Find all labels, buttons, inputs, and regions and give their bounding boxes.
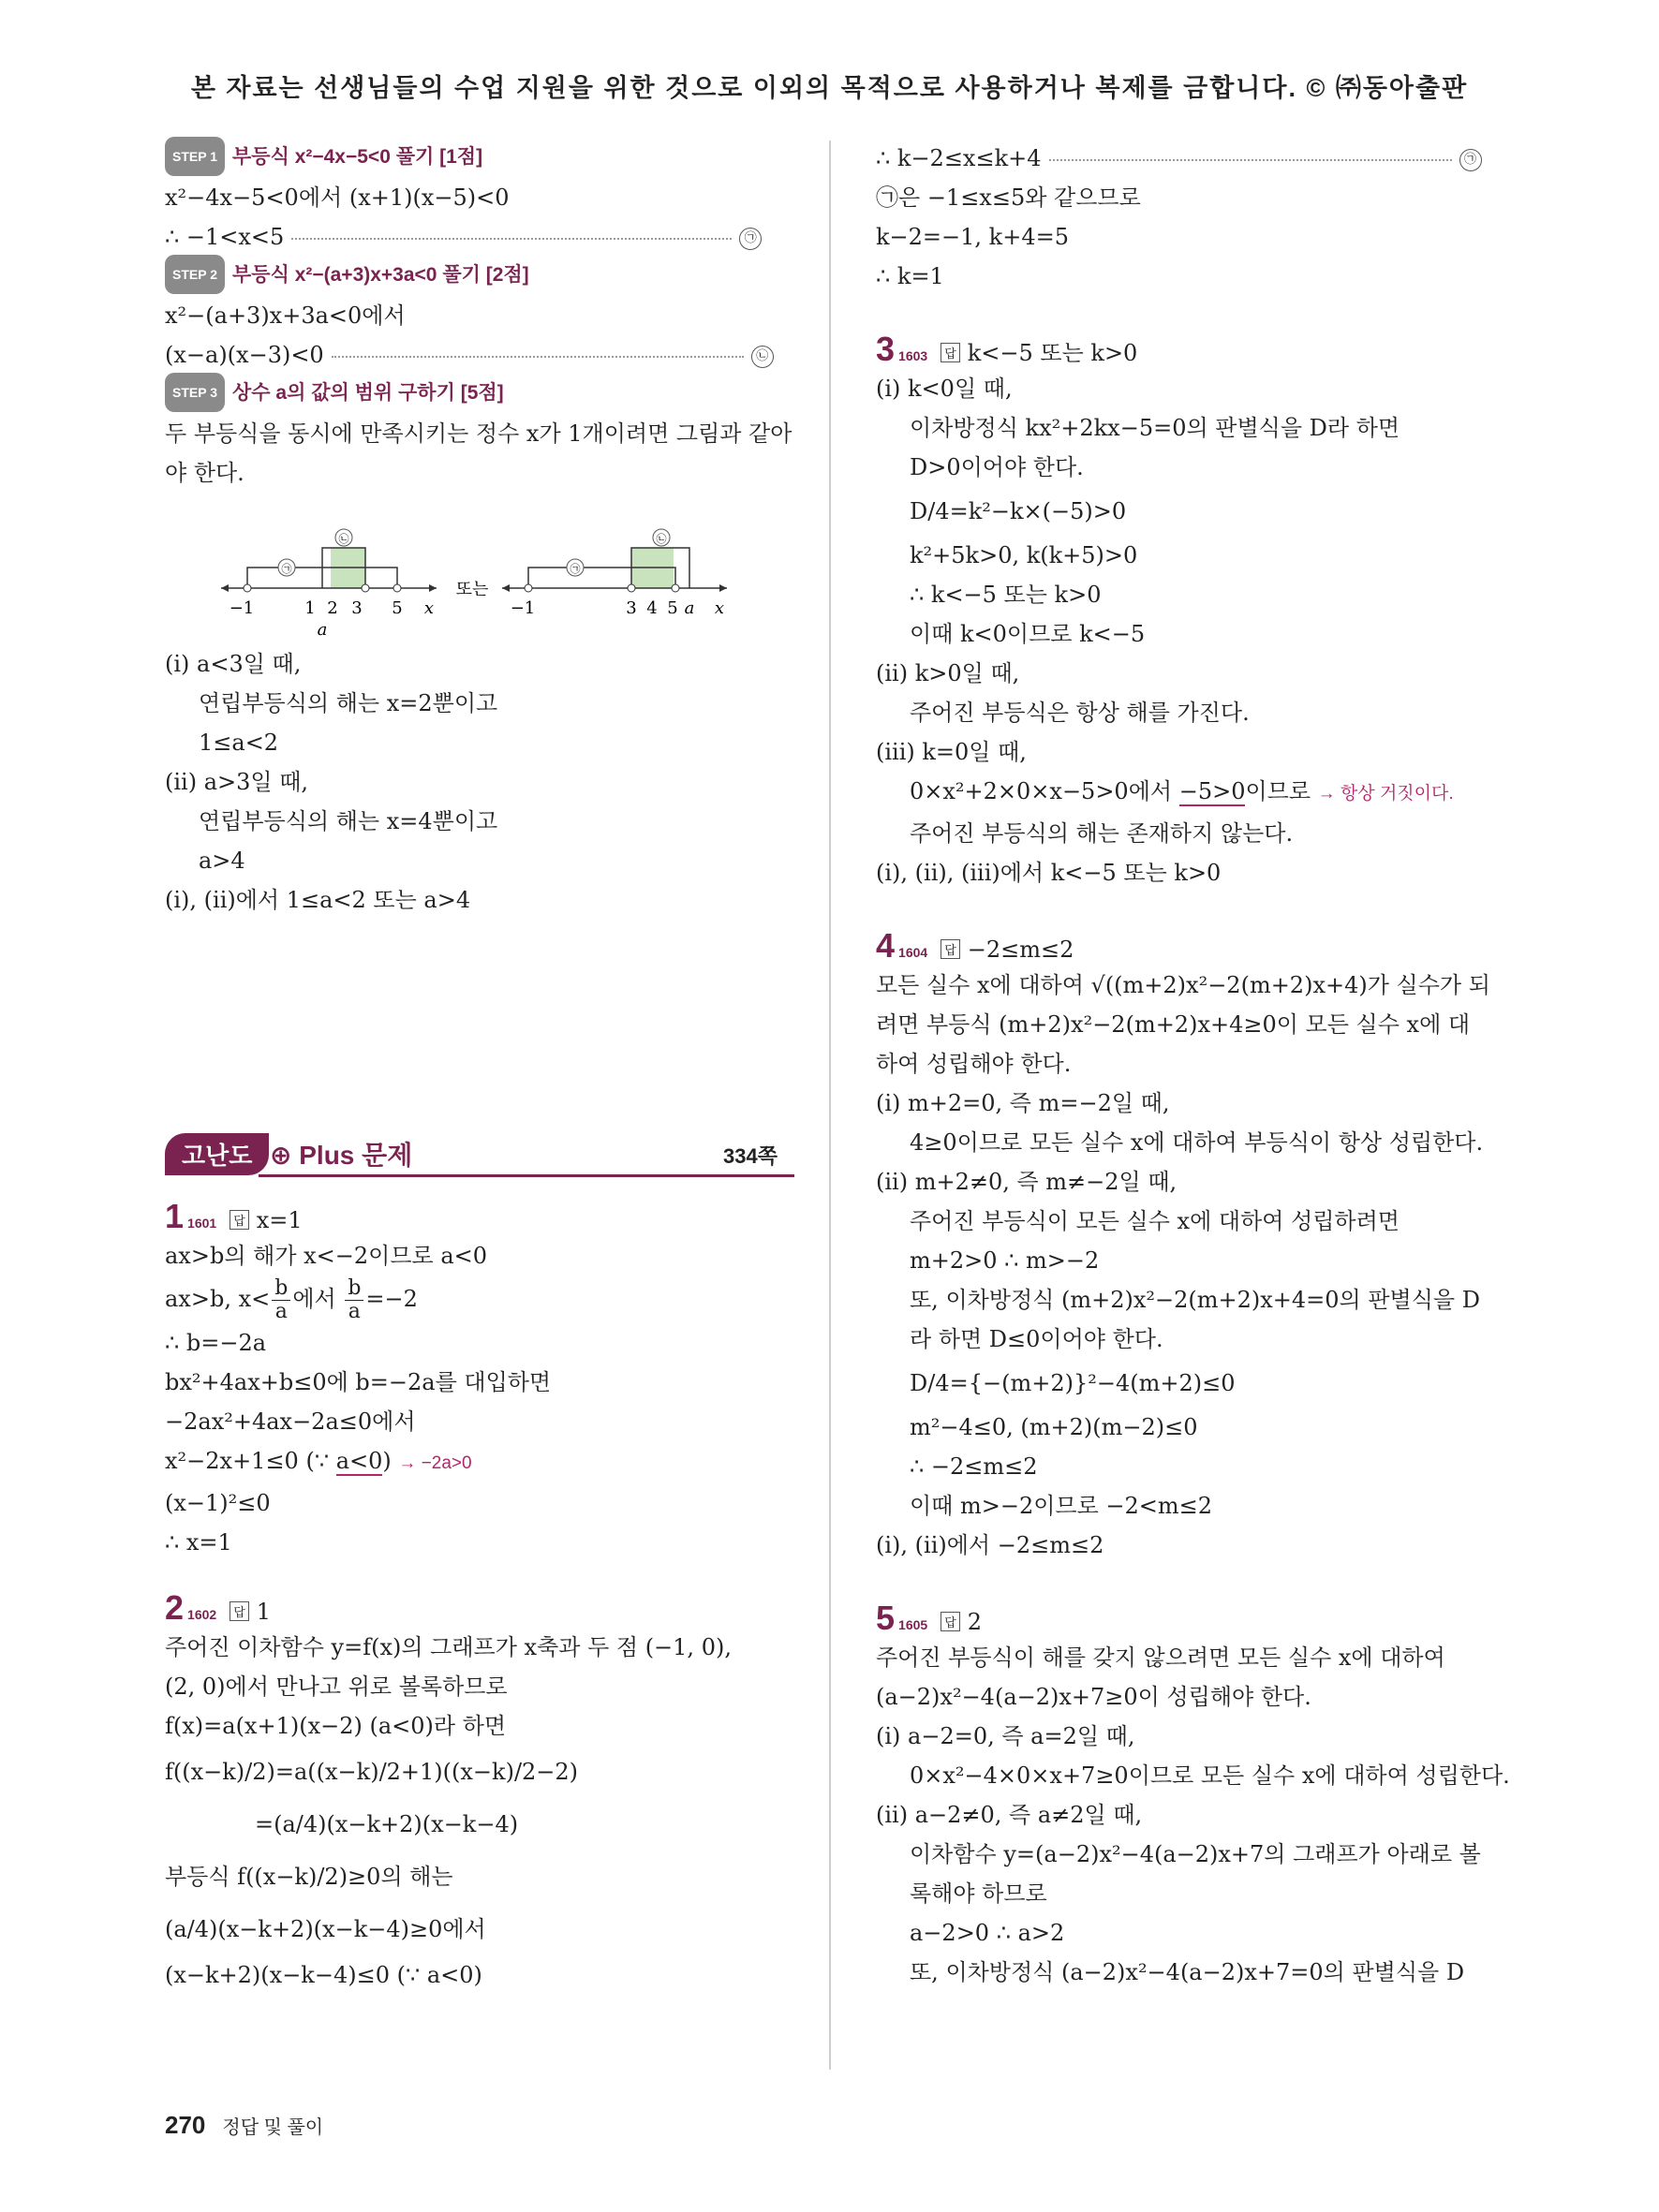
- problem-code: 1605: [898, 1617, 928, 1632]
- solution-line: 주어진 이차함수 y=f(x)의 그래프가 x축과 두 점 (−1, 0),: [165, 1634, 732, 1661]
- tick-label: −1: [229, 598, 255, 618]
- problem-answer: 2: [967, 1609, 983, 1635]
- numerator: b: [345, 1277, 363, 1301]
- axis-label: x: [714, 598, 725, 618]
- solution-line: f(x)=a(x+1)(x−2) (a<0)라 하면: [165, 1713, 507, 1740]
- problem-code: 1603: [898, 348, 928, 363]
- solution-line: 또, 이차방정식 (m+2)x²−2(m+2)x+4=0의 판별식을 D: [910, 1287, 1480, 1313]
- variable-label: a: [317, 620, 328, 637]
- section-page-ref: 334쪽: [723, 1144, 778, 1168]
- solution-line: (i) a−2=0, 즉 a=2일 때,: [876, 1723, 1135, 1749]
- solution-line: 부등식 f((x−k)/2)≥0의 해는: [165, 1864, 453, 1891]
- open-point: [362, 584, 369, 592]
- line-text: 이므로: [1245, 778, 1311, 804]
- problem-number: 5: [876, 1599, 896, 1637]
- solution-line: 이차함수 y=(a−2)x²−4(a−2)x+7의 그래프가 아래로 볼: [910, 1841, 1481, 1867]
- step-badge: STEP 2: [165, 255, 225, 294]
- open-point: [672, 584, 679, 592]
- solution-line: ∴ k=1: [876, 263, 944, 289]
- step-2-heading: [165, 257, 794, 296]
- solution-line: ax>b의 해가 x<−2이므로 a<0: [165, 1243, 488, 1269]
- section-underline: [259, 1174, 794, 1177]
- solution-line: 이때 m>−2이므로 −2<m≤2: [910, 1493, 1213, 1519]
- solution-line: 주어진 부등식은 항상 해를 가진다.: [910, 700, 1250, 726]
- solution-line: k²+5k>0, k(k+5)>0: [910, 542, 1138, 568]
- problem-answer: k<−5 또는 k>0: [967, 340, 1138, 366]
- arrow-right: [719, 584, 727, 592]
- solution-line: ∴ k<−5 또는 k>0: [910, 582, 1102, 608]
- answer-icon: 답: [941, 939, 960, 959]
- arrow-left: [502, 584, 510, 592]
- denominator: a: [274, 1300, 288, 1323]
- problem-heading: [165, 1197, 794, 1236]
- solution-line: D/4={−(m+2)}²−4(m+2)≤0: [910, 1370, 1236, 1396]
- problem-answer: 1: [256, 1599, 272, 1626]
- section-title: ⊕ Plus 문제: [270, 1141, 413, 1170]
- leader-dots: [1049, 159, 1452, 161]
- solution-line: (i) m+2=0, 즉 m=−2일 때,: [876, 1090, 1170, 1116]
- problem-heading: [876, 926, 1505, 966]
- number-line-diagram: [221, 506, 746, 637]
- solution-line: a−2>0 ∴ a>2: [910, 1920, 1065, 1946]
- solution-line: (ii) a>3일 때,: [165, 769, 309, 795]
- solution-line: x²−4x−5<0에서 (x+1)(x−5)<0: [165, 184, 510, 211]
- line-text: ∴ −1<x<5: [165, 224, 285, 250]
- solution-line: 주어진 부등식이 해를 갖지 않으려면 모든 실수 x에 대하여: [876, 1644, 1445, 1671]
- tick-label: 5: [392, 598, 403, 618]
- section-header: [165, 1126, 794, 1182]
- solution-line: 려면 부등식 (m+2)x²−2(m+2)x+4≥0이 모든 실수 x에 대: [876, 1011, 1471, 1038]
- problem-code: 1604: [898, 945, 928, 960]
- or-label: 또는: [455, 580, 489, 598]
- solution-line: ∴ x=1: [165, 1529, 232, 1556]
- denominator: a: [348, 1300, 361, 1323]
- problem-answer: −2≤m≤2: [967, 936, 1074, 963]
- side-note: → 항상 거짓이다.: [1317, 784, 1454, 804]
- solution-line: 연립부등식의 해는 x=4뿐이고: [199, 808, 498, 834]
- tick-label: −1: [510, 598, 536, 618]
- circle-mark: ㉠: [739, 228, 762, 250]
- answer-icon: 답: [230, 1601, 249, 1621]
- solution-line: [876, 772, 1505, 814]
- open-point: [393, 584, 401, 592]
- problem-code: 1602: [187, 1607, 217, 1623]
- solution-line: a>4: [199, 848, 245, 874]
- solution-line: (x−k+2)(x−k−4)≤0 (∵ a<0): [165, 1962, 482, 1989]
- answer-icon: 답: [230, 1210, 249, 1230]
- solution-line: (x−1)²≤0: [165, 1490, 271, 1517]
- solution-line: 연립부등식의 해는 x=2뿐이고: [199, 690, 498, 716]
- solution-line: (i), (ii)에서 −2≤m≤2: [876, 1532, 1104, 1558]
- solution-line: 주어진 부등식의 해는 존재하지 않는다.: [910, 820, 1294, 847]
- solution-line: [165, 1441, 794, 1483]
- page-number: 270: [165, 2111, 206, 2139]
- solution-line: 4≥0이므로 모든 실수 x에 대하여 부등식이 항상 성립한다.: [910, 1129, 1484, 1156]
- line-text: ): [382, 1448, 392, 1475]
- line-text: ∴ k−2≤x≤k+4: [876, 145, 1042, 171]
- solution-line: m+2>0 ∴ m>−2: [910, 1247, 1100, 1274]
- solution-line: (2, 0)에서 만나고 위로 볼록하므로: [165, 1674, 508, 1701]
- solution-line: (i), (ii)에서 1≤a<2 또는 a>4: [165, 887, 471, 913]
- answer-icon: 답: [941, 1612, 960, 1631]
- right-column: [876, 139, 1510, 1992]
- solution-line: −2ax²+4ax−2a≤0에서: [165, 1408, 416, 1436]
- solution-line: D/4=k²−k×(−5)>0: [910, 498, 1127, 524]
- tick-label: 4: [646, 598, 658, 618]
- solution-line: 1≤a<2: [199, 730, 279, 756]
- problem-code: 1601: [187, 1216, 217, 1231]
- tick-label: 1: [304, 598, 316, 618]
- solution-line: 주어진 부등식이 모든 실수 x에 대하여 성립하려면: [910, 1208, 1400, 1234]
- fraction: [272, 1277, 290, 1323]
- line-text: 에서: [292, 1286, 344, 1312]
- solution-line: m²−4≤0, (m+2)(m−2)≤0: [910, 1414, 1198, 1440]
- mark-label: ㉡: [656, 533, 667, 545]
- line-text: =−2: [365, 1286, 418, 1312]
- solution-line: [876, 139, 1505, 178]
- arrow-left: [221, 584, 229, 592]
- step-title: 상수 a의 값의 범위 구하기 [5점]: [232, 382, 504, 404]
- solution-line: ㉠은 −1≤x≤5와 같으므로: [876, 184, 1141, 211]
- solution-line: D>0이어야 한다.: [910, 454, 1084, 480]
- solution-line: (i) k<0일 때,: [876, 376, 1013, 402]
- solution-line: [165, 217, 794, 257]
- problem-heading: [165, 1588, 794, 1628]
- solution-line: [165, 1276, 794, 1323]
- solution-line: 모든 실수 x에 대하여 √((m+2)x²−2(m+2)x+4)가 실수가 되: [876, 972, 1490, 998]
- fraction: [345, 1277, 363, 1323]
- problem-number: 4: [876, 926, 896, 965]
- problem-heading: [876, 330, 1505, 369]
- solution-line: (ii) k>0일 때,: [876, 660, 1020, 686]
- solution-line: 하여 성립해야 한다.: [876, 1051, 1072, 1077]
- footer-label: 정답 및 풀이: [222, 2117, 324, 2138]
- answer-icon: 답: [941, 343, 960, 362]
- circle-mark: ㉡: [751, 346, 774, 368]
- circle-mark: ㉠: [1459, 149, 1482, 171]
- line-text: ax>b, x<: [165, 1286, 271, 1312]
- solution-line: 또, 이차방정식 (a−2)x²−4(a−2)x+7=0의 판별식을 D: [910, 1959, 1465, 1985]
- problem-number: 2: [165, 1588, 185, 1628]
- solution-line: (i), (ii), (iii)에서 k<−5 또는 k>0: [876, 860, 1222, 886]
- open-point: [244, 584, 251, 592]
- line-text: x²−2x+1≤0 (∵: [165, 1448, 336, 1475]
- solution-line: (i) a<3일 때,: [165, 651, 302, 677]
- problem-heading: [876, 1599, 1505, 1638]
- step-title: 부등식 x²−4x−5<0 풀기 [1점]: [232, 146, 483, 168]
- underlined-term: a<0: [335, 1448, 383, 1475]
- problem-number: 3: [876, 330, 896, 368]
- step-3-heading: [165, 375, 794, 414]
- solution-line: (a−2)x²−4(a−2)x+7≥0이 성립해야 한다.: [876, 1684, 1311, 1710]
- tick-label: 2: [327, 598, 338, 618]
- line-text: (x−a)(x−3)<0: [165, 342, 324, 368]
- solution-line: 이차방정식 kx²+2kx−5=0의 판별식을 D라 하면: [910, 415, 1400, 441]
- mark-label: ㉠: [281, 563, 292, 575]
- step-1-heading: [165, 139, 794, 178]
- problem-number: 1: [165, 1197, 185, 1235]
- tick-label: 3: [626, 598, 637, 618]
- axis-label: x: [423, 598, 435, 618]
- page-footer: [165, 2111, 323, 2140]
- column-divider: [829, 140, 831, 2070]
- solution-line: (ii) m+2≠0, 즉 m≠−2일 때,: [876, 1169, 1178, 1195]
- paragraph: 두 부등식을 동시에 만족시키는 정수 x가 1개이려면 그림과 같아야 한다.: [165, 420, 792, 486]
- variable-label: a: [684, 598, 695, 618]
- step-badge: STEP 1: [165, 137, 225, 176]
- leader-dots: [291, 238, 732, 240]
- open-point: [628, 584, 635, 592]
- tick-label: 3: [351, 598, 363, 618]
- tick-label: 5: [667, 598, 678, 618]
- solution-line: ∴ −2≤m≤2: [910, 1453, 1038, 1480]
- leader-dots: [332, 356, 744, 358]
- mark-label: ㉡: [338, 533, 349, 545]
- side-note: → −2a>0: [398, 1453, 472, 1474]
- solution-line: f((x−k)/2)=a((x−k)/2+1)((x−k)/2−2): [165, 1759, 579, 1786]
- solution-line: =(a/4)(x−k+2)(x−k−4): [255, 1811, 519, 1838]
- step-badge: STEP 3: [165, 373, 225, 412]
- solution-line: bx²+4ax+b≤0에 b=−2a를 대입하면: [165, 1369, 552, 1396]
- problem-answer: x=1: [256, 1207, 303, 1233]
- solution-line: x²−(a+3)x+3a<0에서: [165, 302, 406, 329]
- solution-line: 록해야 하므로: [910, 1880, 1047, 1907]
- header-notice: 본 자료는 선생님들의 수업 지원을 위한 것으로 이외의 목적으로 사용하거나 복제를 금합니다. © ㈜동아출판: [190, 74, 1469, 102]
- solution-line: 이때 k<0이므로 k<−5: [910, 621, 1146, 647]
- solution-line: (iii) k=0일 때,: [876, 739, 1027, 765]
- open-point: [525, 584, 532, 592]
- section-tag: 고난도: [165, 1133, 269, 1175]
- arrow-right: [429, 584, 437, 592]
- solution-line: [165, 335, 794, 375]
- numerator: b: [272, 1277, 290, 1301]
- left-column: [165, 139, 794, 1995]
- solution-line: 0×x²−4×0×x+7≥0이므로 모든 실수 x에 대하여 성립한다.: [910, 1762, 1510, 1789]
- solution-line: ∴ b=−2a: [165, 1330, 267, 1357]
- step-title: 부등식 x²−(a+3)x+3a<0 풀기 [2점]: [232, 264, 529, 286]
- solution-line: 라 하면 D≤0이어야 한다.: [910, 1326, 1163, 1352]
- underlined-term: −5>0: [1178, 778, 1246, 804]
- line-text: 0×x²+2×0×x−5>0에서: [910, 778, 1179, 804]
- solution-line: (ii) a−2≠0, 즉 a≠2일 때,: [876, 1802, 1143, 1828]
- solution-line: k−2=−1, k+4=5: [876, 224, 1069, 250]
- mark-label: ㉠: [570, 563, 581, 575]
- solution-line: (a/4)(x−k+2)(x−k−4)≥0에서: [165, 1916, 486, 1943]
